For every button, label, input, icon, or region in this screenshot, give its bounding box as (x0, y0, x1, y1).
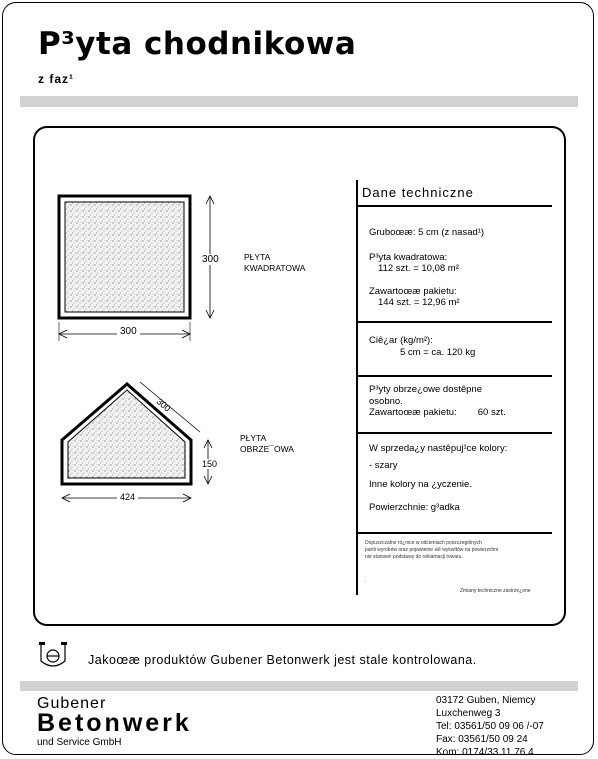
tech-colors-item: - szary (369, 460, 398, 471)
tech-rule-1 (356, 205, 552, 207)
address-line-2: Luxchenweg 3 (436, 708, 501, 719)
tech-edge-line3: Zawartoœæ pakietu: 60 szt. (369, 407, 506, 418)
tech-thickness: Gruboœæ: 5 cm (z nasad¹) (369, 227, 485, 238)
square-slab-drawing (40, 186, 220, 346)
company-name-line2: Betonwerk (37, 709, 192, 737)
company-address (436, 694, 544, 759)
quality-seal-icon (38, 641, 68, 669)
tech-colors-other: Inne kolory na ¿yczenie. (369, 479, 472, 490)
page-title: P³yta chodnikowa (38, 26, 357, 62)
tech-weight-value: 5 cm = ca. 120 kg (400, 347, 476, 358)
tech-title: Dane techniczne (362, 185, 474, 200)
tech-rule-4 (356, 432, 552, 434)
tech-rule-2 (356, 321, 552, 323)
tech-weight-title: Ciê¿ar (kg/m²): (369, 335, 433, 346)
company-name-line3: und Service GmbH (37, 737, 122, 748)
address-mobile: Kom: 0174/33 11 76 4 (436, 747, 534, 758)
address-phone: Tel: 03561/50 09 06 /-07 (436, 721, 544, 732)
square-width-dim: 300 (117, 326, 140, 337)
tech-rule-3 (356, 375, 552, 377)
header-bar (20, 96, 578, 107)
square-height-dim: 300 (202, 254, 219, 265)
footer-bar (20, 681, 578, 691)
tech-square-title: P³yta kwadratowa: (369, 252, 448, 263)
quality-statement: Jakoœæ produktów Gubener Betonwerk jest stale kontrolowana. (88, 653, 477, 667)
edge-slab-label: PŁYTA OBRZE¯OWA (240, 433, 294, 454)
edge-width-dim: 424 (117, 492, 138, 502)
edge-diag-dim: 300 (154, 396, 173, 414)
company-name-line1: Gubener (37, 695, 107, 712)
tech-rule-5 (356, 532, 552, 534)
tech-pack-value: 144 szt. = 12,96 m² (378, 297, 460, 308)
edge-slab-drawing (50, 380, 220, 510)
tech-colors-title: W sprzeda¿y nastêpuj¹ce kolory: (369, 443, 508, 454)
tech-edge-line1: P³yty obrze¿owe dostêpne (369, 384, 483, 395)
address-fax: Fax: 03561/50 09 24 (436, 734, 528, 745)
tech-surface: Powierzchnie: g³adka (369, 502, 460, 513)
tech-fine-print: Dopuszczalne ró¿nice w odcieniach poszczególnych partii wyrobów oraz pojawienie siê wykwitów na powierzchni nie stanowi¹ podstawy do reklamacji towaru. (365, 540, 499, 560)
square-slab-label: PŁYTA KWADRATOWA (244, 252, 306, 273)
edge-height-dim: 150 (202, 459, 218, 469)
address-line-1: 03172 Guben, Niemcy (436, 695, 536, 706)
page-subtitle: z faz¹ (38, 72, 74, 86)
tech-square-value: 112 szt. = 10,08 m² (378, 263, 459, 274)
tech-fine-footer: Zmiany techniczne zastrze¿one (460, 588, 531, 594)
tech-pack-title: Zawartoœæ pakietu: (369, 286, 457, 297)
tech-edge-line2: osobno. (369, 396, 403, 407)
tech-fine-dot: . (365, 578, 367, 584)
